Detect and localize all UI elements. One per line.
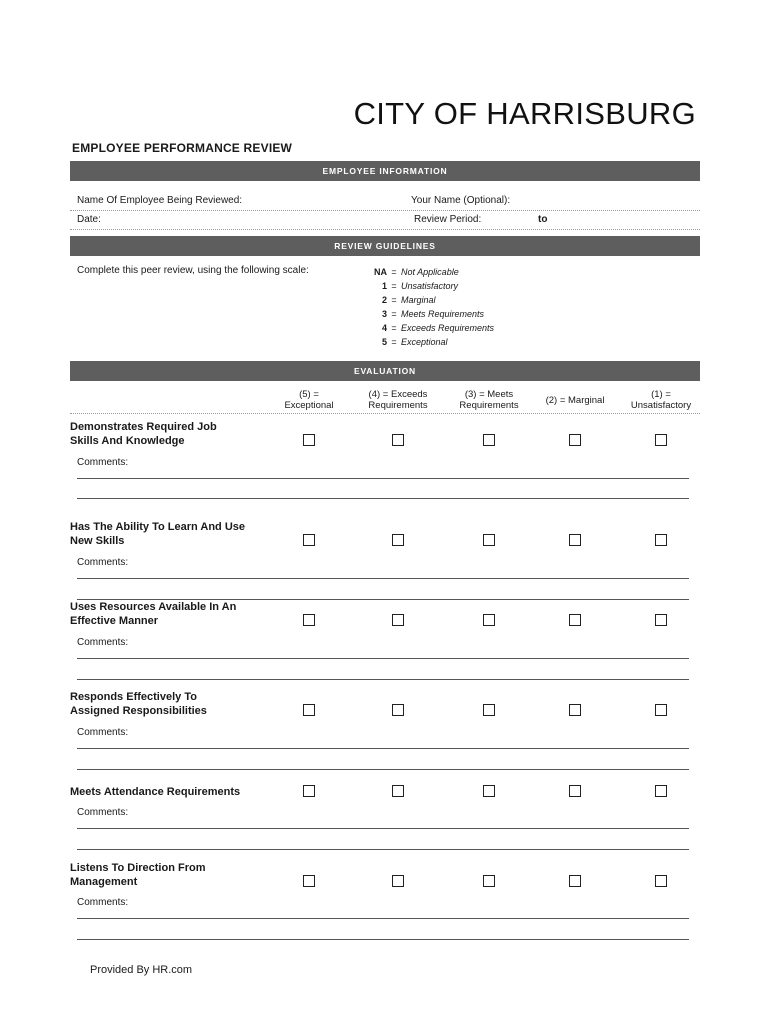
city-title: CITY OF HARRISBURG	[353, 96, 696, 131]
comment-line[interactable]	[77, 769, 689, 770]
criterion-label-line: Effective Manner	[70, 615, 159, 627]
scale-equals: =	[391, 323, 397, 333]
rating-header-1	[631, 389, 691, 411]
rating-header-line: Requirements	[459, 400, 519, 411]
scale-item-na	[355, 265, 494, 279]
comment-line[interactable]	[77, 658, 689, 659]
rating-checkbox-3[interactable]	[483, 534, 495, 546]
rating-header-line: (2) = Marginal	[545, 395, 605, 406]
criterion-label-line: Skills And Knowledge	[70, 435, 185, 447]
comment-line[interactable]	[77, 498, 689, 499]
criterion-label-line: Meets Attendance Requirements	[70, 786, 241, 798]
rating-checkbox-1[interactable]	[655, 614, 667, 626]
comment-line[interactable]	[77, 918, 689, 919]
comment-line[interactable]	[77, 849, 689, 850]
section-employee-information: EMPLOYEE INFORMATION	[70, 161, 700, 181]
rating-header-line: (1) =	[651, 389, 671, 400]
criterion-label	[70, 785, 240, 799]
rating-checkbox-2[interactable]	[569, 434, 581, 446]
reviewer-name-label: Your Name (Optional):	[411, 195, 511, 206]
criterion-label-line: Listens To Direction From	[70, 862, 206, 874]
rating-checkbox-3[interactable]	[483, 785, 495, 797]
scale-equals: =	[391, 309, 397, 319]
comments-label: Comments:	[77, 557, 129, 568]
rating-checkbox-3[interactable]	[483, 614, 495, 626]
scale-item-5	[355, 335, 494, 349]
rating-header-line: (4) = Exceeds	[368, 389, 428, 400]
criterion-label	[70, 861, 205, 889]
rating-header-3	[459, 389, 518, 411]
rating-checkbox-4[interactable]	[392, 614, 404, 626]
rating-checkbox-2[interactable]	[569, 534, 581, 546]
comments-label: Comments:	[77, 807, 129, 818]
rating-checkbox-3[interactable]	[483, 434, 495, 446]
scale-item-2	[355, 293, 494, 307]
rating-header-line: Unsatisfactory	[630, 400, 692, 411]
scale-item-1	[355, 279, 494, 293]
scale-desc: Exceptional	[401, 337, 448, 347]
criterion-label-line: New Skills	[70, 535, 125, 547]
scale-desc: Marginal	[401, 295, 436, 305]
scale-desc: Exceeds Requirements	[401, 323, 495, 333]
scale-list	[355, 265, 494, 349]
footer-provided-by: Provided By HR.com	[90, 964, 193, 976]
rating-header-2	[546, 395, 605, 406]
scale-intro: Complete this peer review, using the following scale:	[77, 265, 309, 276]
rating-checkbox-4[interactable]	[392, 434, 404, 446]
rating-checkbox-2[interactable]	[569, 785, 581, 797]
scale-desc: Meets Requirements	[401, 309, 485, 319]
comments-label: Comments:	[77, 457, 129, 468]
scale-desc: Not Applicable	[401, 267, 459, 277]
section-evaluation: EVALUATION	[70, 361, 700, 381]
criterion-label	[70, 600, 236, 628]
scale-desc: Unsatisfactory	[401, 281, 459, 291]
scale-code: 5	[381, 337, 387, 347]
comment-line[interactable]	[77, 578, 689, 579]
rating-header-rule	[70, 413, 700, 414]
rating-checkbox-3[interactable]	[483, 704, 495, 716]
scale-code: 2	[381, 295, 387, 305]
field-row-names	[70, 192, 700, 211]
comment-line[interactable]	[77, 679, 689, 680]
criterion-label-line: Demonstrates Required Job	[70, 421, 217, 433]
rating-checkbox-2[interactable]	[569, 704, 581, 716]
rating-checkbox-5[interactable]	[303, 614, 315, 626]
rating-checkbox-1[interactable]	[655, 534, 667, 546]
criterion-label	[70, 690, 207, 718]
scale-equals: =	[391, 295, 397, 305]
rating-checkbox-1[interactable]	[655, 704, 667, 716]
scale-item-4	[355, 321, 494, 335]
rating-checkbox-4[interactable]	[392, 704, 404, 716]
comment-line[interactable]	[77, 828, 689, 829]
scale-item-3	[355, 307, 494, 321]
comment-line[interactable]	[77, 939, 689, 940]
comment-line[interactable]	[77, 748, 689, 749]
scale-equals: =	[391, 337, 397, 347]
rating-header-line: Exceptional	[284, 400, 334, 411]
rating-checkbox-1[interactable]	[655, 785, 667, 797]
field-row-dates	[70, 211, 700, 230]
comments-label: Comments:	[77, 637, 129, 648]
criterion-label-line: Uses Resources Available In An	[70, 601, 237, 613]
rating-checkbox-5[interactable]	[303, 534, 315, 546]
rating-checkbox-3[interactable]	[483, 875, 495, 887]
rating-header-line: (3) = Meets	[464, 389, 514, 400]
comment-line[interactable]	[77, 478, 689, 479]
criterion-label	[70, 420, 217, 448]
criterion-label-line: Responds Effectively To	[70, 691, 197, 703]
scale-code: NA	[374, 267, 387, 277]
rating-header-line: Requirements	[368, 400, 428, 411]
rating-checkbox-5[interactable]	[303, 434, 315, 446]
section-review-guidelines: REVIEW GUIDELINES	[70, 236, 700, 256]
form-title: EMPLOYEE PERFORMANCE REVIEW	[72, 141, 293, 155]
review-period-label: Review Period:	[414, 214, 482, 225]
criterion-label-line: Assigned Responsibilities	[70, 705, 207, 717]
rating-header-5	[284, 389, 333, 411]
rating-checkbox-1[interactable]	[655, 434, 667, 446]
scale-code: 4	[381, 323, 387, 333]
rating-checkbox-5[interactable]	[303, 704, 315, 716]
scale-equals: =	[391, 267, 397, 277]
comments-label: Comments:	[77, 727, 129, 738]
rating-header-line: (5) =	[299, 389, 319, 400]
criterion-label-line: Management	[70, 876, 138, 888]
rating-checkbox-2[interactable]	[569, 614, 581, 626]
criterion-label-line: Has The Ability To Learn And Use	[70, 521, 246, 533]
scale-equals: =	[391, 281, 397, 291]
scale-code: 3	[381, 309, 387, 319]
rating-checkbox-5[interactable]	[303, 785, 315, 797]
rating-checkbox-4[interactable]	[392, 785, 404, 797]
rating-checkbox-1[interactable]	[655, 875, 667, 887]
employee-name-label: Name Of Employee Being Reviewed:	[77, 195, 243, 206]
comments-label: Comments:	[77, 897, 129, 908]
scale-code: 1	[381, 281, 387, 291]
criterion-label	[70, 520, 245, 548]
rating-checkbox-4[interactable]	[392, 534, 404, 546]
rating-checkbox-2[interactable]	[569, 875, 581, 887]
rating-checkbox-5[interactable]	[303, 875, 315, 887]
rating-header-4	[368, 389, 427, 411]
date-label: Date:	[77, 214, 101, 225]
rating-checkbox-4[interactable]	[392, 875, 404, 887]
review-period-to: to	[538, 214, 548, 225]
